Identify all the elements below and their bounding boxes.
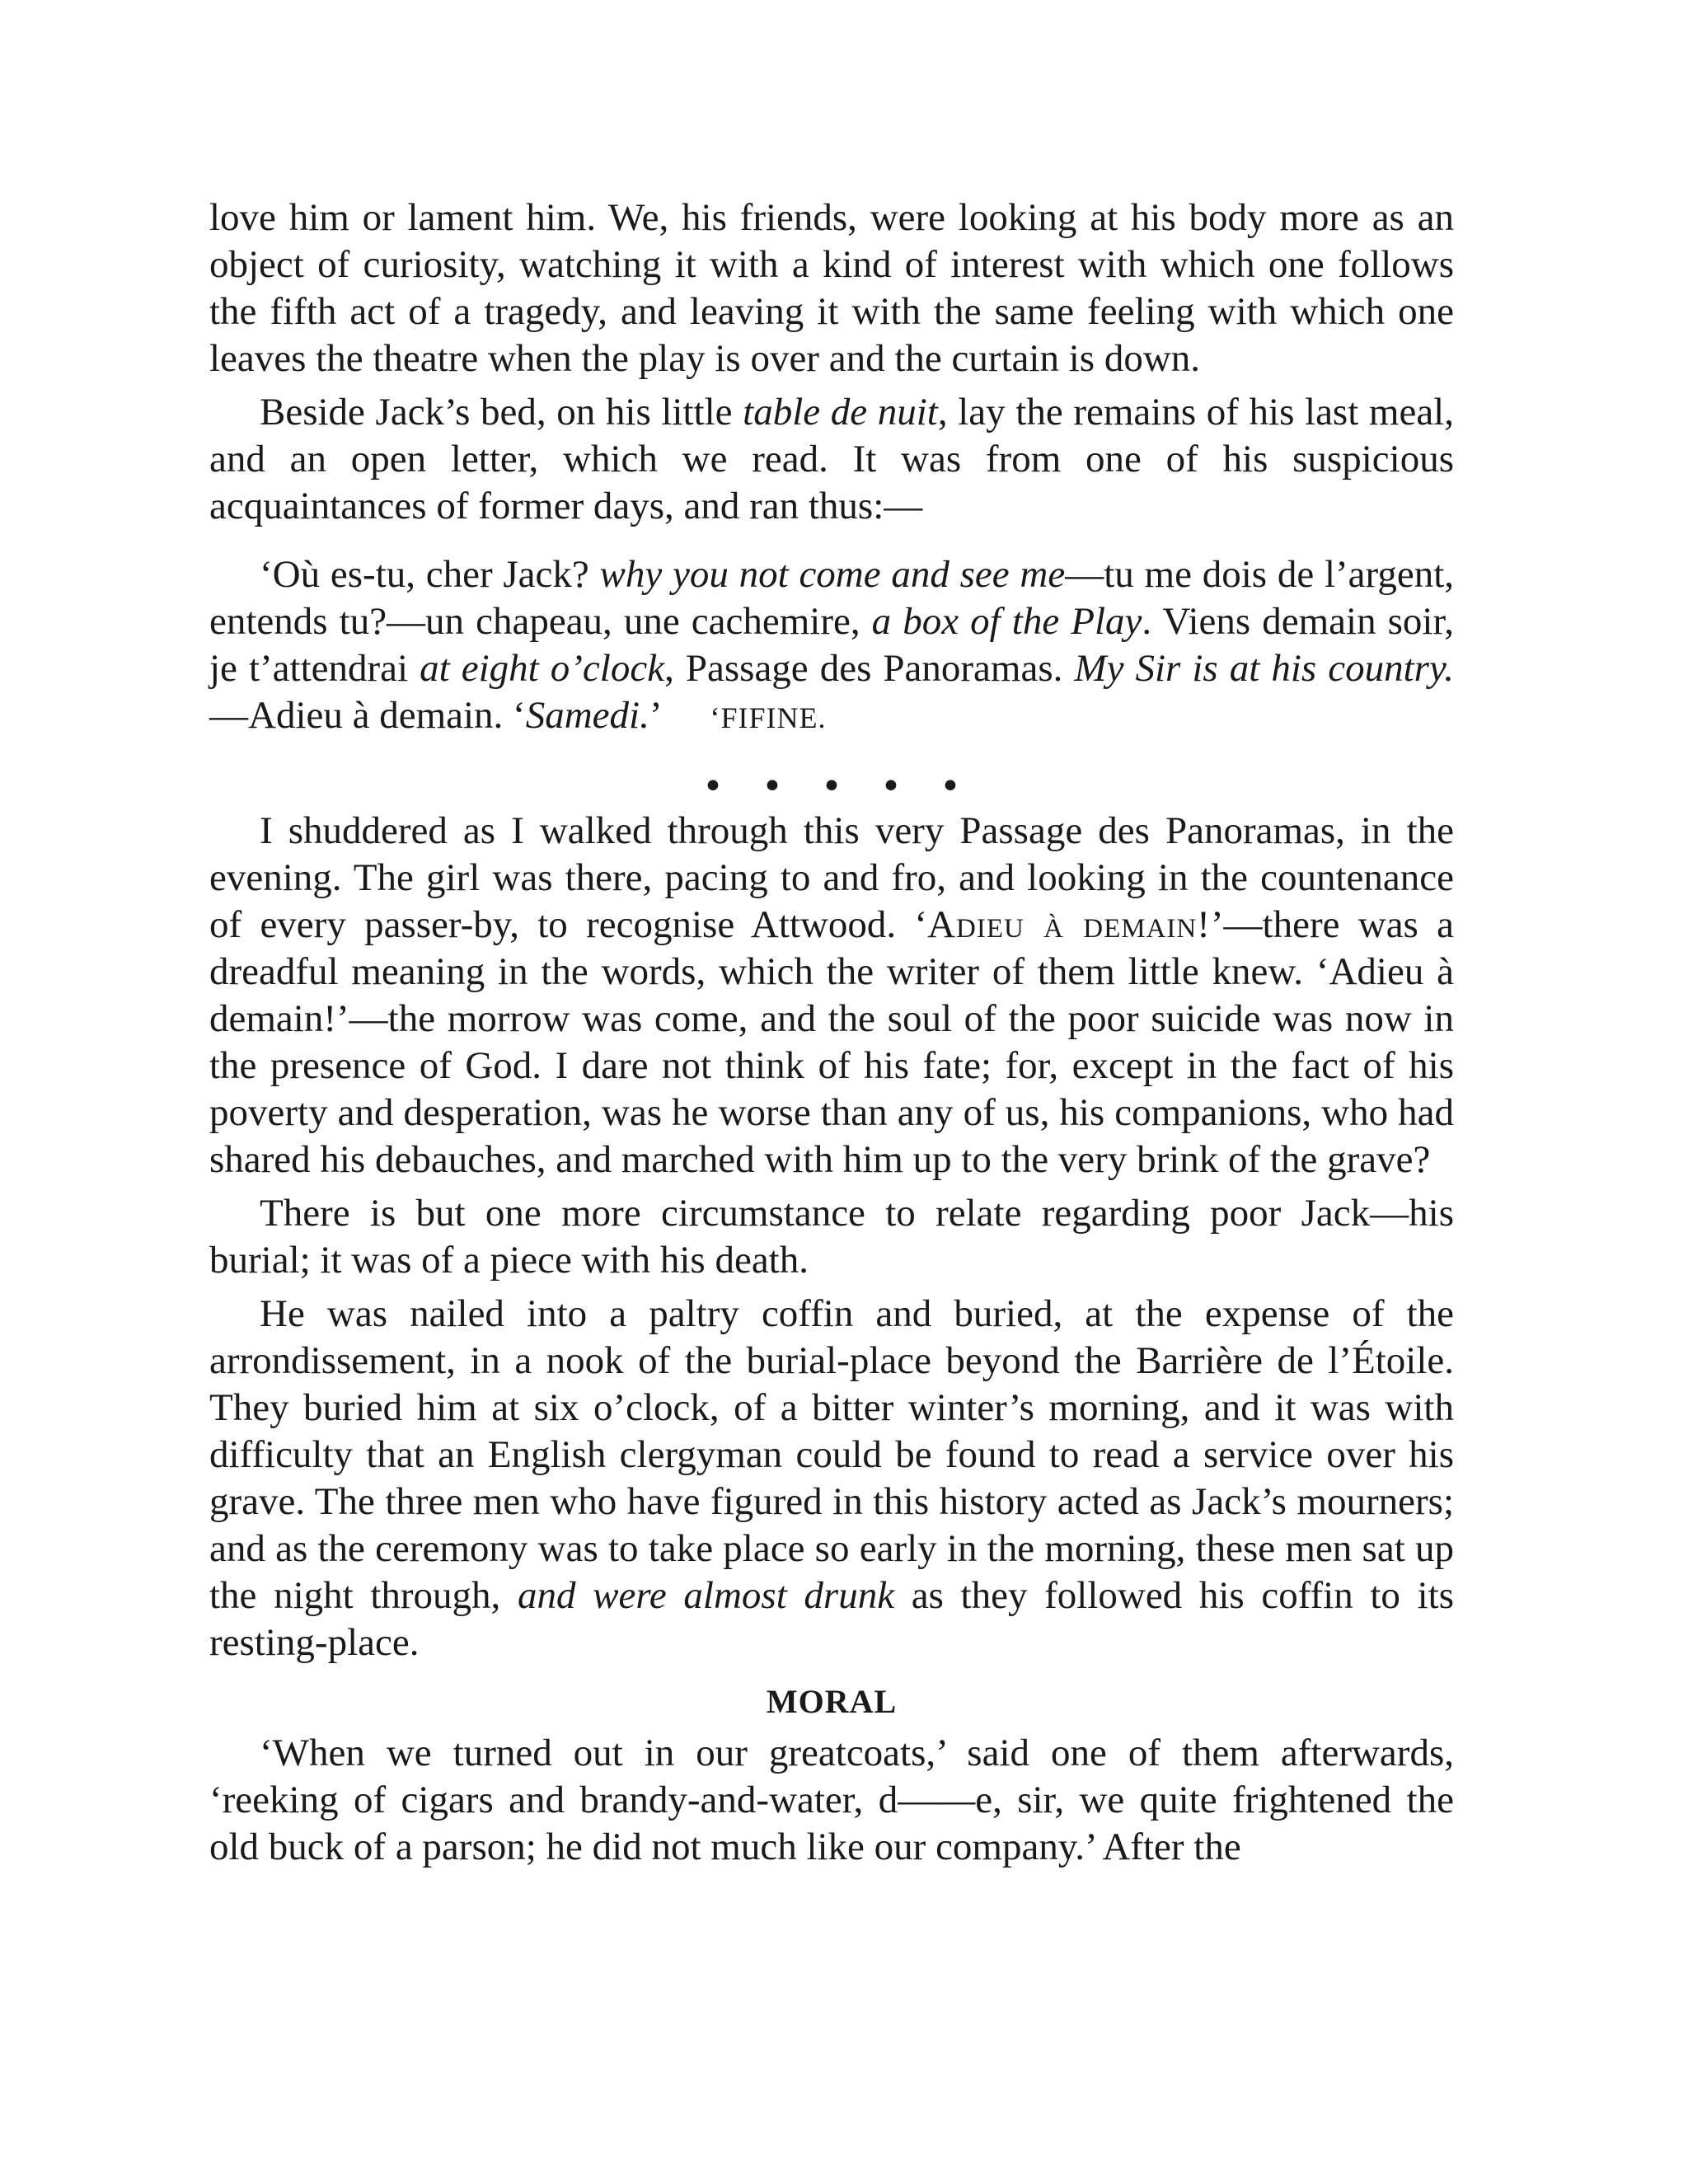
paragraph-2 xyxy=(209,389,1454,530)
dot: • xyxy=(943,764,958,807)
paragraph-1: love him or lament him. We, his friends, were looking at his body more as an object of curiosity, watching it with a kind of interest with which one follows the fifth act of a tragedy, and leaving it with the same feeling with which one leaves the theatre when the play is over and the curtain is down. xyxy=(209,196,1454,380)
dot: • xyxy=(706,764,720,807)
paragraph-5-text-a: He was nailed into a paltry coffin and buried, at the expense of the arrondissement, in a nook of the burial-place beyond the Barrière de l’Étoile. They buried him at six o’clock, of a bitter winter’s morning, and it was with difficulty that an English clergyman could be found to read a service over his grave. The three men who have figured in this history acted as Jack’s mourners; and as the ceremony was to take place so early in the morning, these men sat up the night through, xyxy=(209,1292,1454,1617)
paragraph-3-smallcaps-adieu: Adieu à demain! xyxy=(927,903,1211,946)
paragraph-3 xyxy=(209,808,1454,1183)
section-heading-moral: MORAL xyxy=(766,1683,898,1720)
paragraph-2-text-c: , lay the remains of his last meal, and an open letter, which we read. It was from one of his suspicious acquaintances of former days, and ran thus:— xyxy=(209,391,1454,527)
letter-text-k: ’ xyxy=(649,694,663,737)
letter-signature: ‘FIFINE. xyxy=(710,701,827,734)
letter-italic-d: a box of the Play xyxy=(871,600,1142,643)
letter-text-c: —tu me dois de l’argent, entends tu?—un chapeau, une cachemire, xyxy=(209,553,1455,643)
letter-text-a: ‘Où es-tu, cher Jack? xyxy=(260,553,600,596)
paragraph-3-text-a: I shuddered as I walked through this very Passage des Panoramas, in the evening. The girl was there, pacing to and fro, and looking in the countenance of every passer-by, to recognise Attwood. ‘ xyxy=(209,809,1454,946)
dot: • xyxy=(824,764,839,807)
letter-text-i: —Adieu à demain. ‘ xyxy=(209,694,526,737)
paragraph-5-text-c: as they followed his coffin to its resting-place. xyxy=(209,1574,1454,1664)
paragraph-2-italic-table-de-nuit: table de nuit xyxy=(743,391,938,434)
paragraph-4: There is but one more circumstance to relate regarding poor Jack—his burial; it was of a piece with his death. xyxy=(209,1192,1454,1282)
paragraph-6: ‘When we turned out in our greatcoats,’ said one of them afterwards, ‘reeking of cigars and brandy-and-water, d——e, sir, we quite frightened the old buck of a parson; he did not much like our company.’ After the xyxy=(209,1732,1454,1868)
letter-quote xyxy=(209,551,1454,742)
letter-italic-f: at eight o’clock xyxy=(420,647,665,690)
letter-italic-b: why you not come and see me xyxy=(599,553,1066,596)
section-break-dots xyxy=(209,764,1454,807)
letter-text-g: , Passage des Panoramas. xyxy=(664,647,1075,690)
dot: • xyxy=(884,764,898,807)
dot: • xyxy=(765,764,780,807)
letter-italic-h: My Sir is at his country. xyxy=(1074,647,1454,690)
page-body xyxy=(209,194,1454,1871)
paragraph-2-text-a: Beside Jack’s bed, on his little xyxy=(260,391,743,434)
letter-italic-samedi: Samedi. xyxy=(525,694,649,737)
paragraph-3-text-c: ’—there was a dreadful meaning in the words, which the writer of them little knew. ‘Adieu à demain!’—the morrow was come, and the soul of the poor suicide was now in the presence of God. I dare not think of his fate; for, except in the fact of his poverty and desperation, was he worse than any of us, his companions, who had shared his debauches, and marched with him up to the very brink of the grave? xyxy=(209,903,1454,1181)
letter-text-e: . Viens demain soir, je t’attendrai xyxy=(209,600,1455,690)
paragraph-5 xyxy=(209,1291,1454,1666)
paragraph-5-italic-drunk: and were almost drunk xyxy=(517,1574,895,1617)
